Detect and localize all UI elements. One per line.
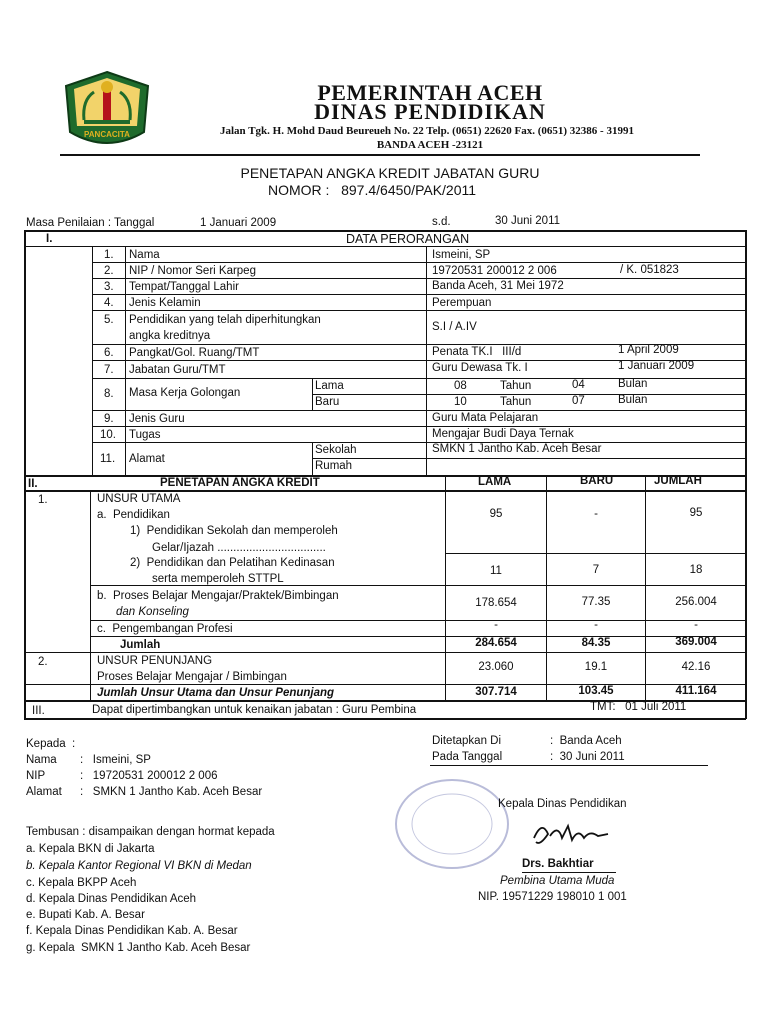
lama-months: 04	[572, 379, 585, 391]
jumlah-jumlah: 369.004	[675, 636, 717, 648]
row-no: 11.	[100, 453, 116, 465]
baru-months: 07	[572, 395, 585, 407]
baru-years-label: Tahun	[500, 396, 532, 408]
jumlah-lama: 284.654	[475, 637, 517, 649]
row-sub-rumah: Rumah	[315, 460, 353, 472]
header-city: BANDA ACEH -23121	[376, 139, 484, 151]
period-label: Masa Penilaian : Tanggal	[26, 217, 155, 229]
signer-nip: NIP. 19571229 198010 1 001	[478, 891, 627, 903]
pbm-jumlah: 256.004	[675, 596, 717, 608]
total-baru: 103.45	[578, 685, 614, 697]
section2-num: II.	[28, 478, 38, 490]
row-value: S.I / A.IV	[432, 321, 477, 333]
row-no: 1.	[104, 249, 114, 261]
row-no: 7.	[104, 364, 114, 376]
row-label: Tempat/Tanggal Lahir	[129, 281, 239, 293]
section2-title: PENETAPAN ANGKA KREDIT	[160, 477, 320, 489]
pelatihan-baru: 7	[592, 564, 600, 576]
pbm-label-2: dan Konseling	[116, 606, 189, 618]
col-lama: LAMA	[478, 476, 512, 488]
lama-months-label: Bulan	[618, 378, 648, 390]
pendidikan-sekolah-lama: 95	[489, 508, 503, 520]
row-no: 10.	[100, 429, 116, 441]
profesi-baru: -	[594, 619, 598, 631]
doc-number: NOMOR : 897.4/6450/PAK/2011	[268, 182, 477, 198]
tembusan-item: f. Kepala Dinas Pendidikan Kab. A. Besar	[26, 925, 238, 937]
lama-years: 08	[454, 380, 467, 392]
row-no: 9.	[104, 413, 114, 425]
signer-rank: Pembina Utama Muda	[500, 875, 615, 887]
profesi-lama: -	[494, 619, 498, 631]
row-label: Tugas	[129, 429, 161, 441]
alamat-value: : SMKN 1 Jantho Kab. Aceh Besar	[80, 786, 263, 798]
pbm-label: b. Proses Belajar Mengajar/Praktek/Bimbingan	[97, 590, 339, 602]
pelatihan-jumlah: 18	[689, 564, 703, 576]
logo	[62, 70, 152, 154]
row-label: Pangkat/Gol. Ruang/TMT	[129, 347, 260, 359]
row-value-2: 1 Januari 2009	[618, 360, 695, 372]
pelatihan-label: 2) Pendidikan dan Pelatihan Kedinasan	[130, 557, 335, 569]
tembusan-item: g. Kepala SMKN 1 Jantho Kab. Aceh Besar	[26, 942, 251, 954]
unsur-utama-title: UNSUR UTAMA	[97, 493, 181, 505]
unsur-penunjang-sub: Proses Belajar Mengajar / Bimbingan	[97, 671, 287, 683]
col-baru: BARU	[580, 475, 614, 487]
tembusan-item: b. Kepala Kantor Regional VI BKN di Medan	[26, 860, 252, 872]
section3-tmt: TMT: 01 Juli 2011	[590, 701, 687, 713]
signer-name-underline	[522, 872, 616, 873]
logo-label: PANCACITA	[84, 130, 130, 139]
pendidikan-sekolah-baru: -	[594, 508, 598, 520]
row-label: Jabatan Guru/TMT	[129, 364, 226, 376]
row-no: 5.	[104, 314, 114, 326]
pendidikan-sekolah-jumlah: 95	[689, 507, 703, 519]
row-label-2: angka kreditnya	[129, 330, 211, 342]
tembusan-item: d. Kepala Dinas Pendidikan Aceh	[26, 893, 197, 905]
kepada-label: Kepada :	[26, 738, 76, 750]
pendidikan-sekolah-label: 1) Pendidikan Sekolah dan memperoleh	[130, 525, 338, 537]
nama-label: Nama	[26, 754, 57, 766]
alamat-label: Alamat	[26, 786, 62, 798]
header-rule	[60, 154, 700, 156]
row-no: 6.	[104, 347, 114, 359]
row-label: Jenis Guru	[129, 413, 185, 425]
tembusan-item: a. Kepala BKN di Jakarta	[26, 843, 155, 855]
row-value: Perempuan	[432, 297, 492, 309]
handwritten-signature	[528, 816, 618, 856]
row-value: Guru Dewasa Tk. I	[432, 362, 528, 374]
tembusan-item: c. Kepala BKPP Aceh	[26, 877, 137, 889]
tembusan-item: e. Bupati Kab. A. Besar	[26, 909, 145, 921]
jumlah-baru: 84.35	[581, 637, 611, 649]
row-sub-sekolah: Sekolah	[315, 444, 357, 456]
penunjang-jumlah: 42.16	[681, 661, 711, 673]
row-sub-lama: Lama	[315, 380, 344, 392]
ditetapkan-value: : Banda Aceh	[550, 735, 622, 747]
row-label: Pendidikan yang telah diperhitungkan	[129, 314, 321, 326]
row-no: 8.	[104, 388, 114, 400]
total-label: Jumlah Unsur Utama dan Unsur Penunjang	[97, 687, 335, 699]
period-sd: s.d.	[432, 216, 451, 228]
pbm-baru: 77.35	[581, 596, 611, 608]
row-value: Penata TK.I III/d	[432, 346, 522, 358]
lama-years-label: Tahun	[500, 380, 532, 392]
row-value-2: 1 April 2009	[618, 344, 679, 356]
row-no: 4.	[104, 297, 114, 309]
gov-title: PEMERINTAH ACEH	[317, 80, 543, 105]
profesi-jumlah: -	[694, 619, 698, 631]
jumlah-label: Jumlah	[120, 639, 161, 651]
row-value: Guru Mata Pelajaran	[432, 412, 539, 424]
total-lama: 307.714	[475, 686, 517, 698]
baru-months-label: Bulan	[618, 394, 648, 406]
unsur-utama-no: 1.	[38, 494, 48, 506]
row-value: Banda Aceh, 31 Mei 1972	[432, 280, 564, 292]
row-label: Masa Kerja Golongan	[129, 387, 241, 399]
signature-rule	[430, 765, 708, 766]
row-label: Nama	[129, 249, 160, 261]
col-jumlah: JUMLAH	[654, 475, 702, 487]
unsur-penunjang-no: 2.	[38, 656, 48, 668]
dept-title: DINAS PENDIDIKAN	[314, 99, 546, 124]
profesi-label: c. Pengembangan Profesi	[97, 623, 233, 635]
tanggal-label: Pada Tanggal	[432, 751, 503, 763]
row-value: SMKN 1 Jantho Kab. Aceh Besar	[432, 443, 602, 455]
section1-num: I.	[46, 233, 53, 245]
tanggal-value: : 30 Juni 2011	[550, 751, 625, 763]
signer-name: Drs. Bakhtiar	[522, 858, 594, 870]
unsur-penunjang-title: UNSUR PENUNJANG	[97, 655, 213, 667]
period-end: 30 Juni 2011	[495, 215, 561, 227]
penunjang-lama: 23.060	[478, 661, 514, 673]
ditetapkan-label: Ditetapkan Di	[432, 735, 502, 747]
official-stamp	[392, 776, 512, 872]
section3-num: III.	[32, 705, 45, 717]
signer-role: Kepala Dinas Pendidikan	[498, 798, 627, 810]
row-value: Ismeini, SP	[432, 249, 491, 261]
row-no: 2.	[104, 265, 114, 277]
pbm-lama: 178.654	[475, 597, 517, 609]
row-label: Jenis Kelamin	[129, 297, 201, 309]
nip-value: : 19720531 200012 2 006	[80, 770, 218, 782]
row-label: Alamat	[129, 453, 165, 465]
period-start: 1 Januari 2009	[200, 217, 277, 229]
section3-text: Dapat dipertimbangkan untuk kenaikan jabatan : Guru Pembina	[92, 704, 417, 716]
baru-years: 10	[454, 396, 467, 408]
penunjang-baru: 19.1	[584, 661, 608, 673]
pendidikan-label: a. Pendidikan	[97, 509, 170, 521]
row-value: Mengajar Budi Daya Ternak	[432, 428, 574, 440]
header-address: Jalan Tgk. H. Mohd Daud Beureueh No. 22 Telp. (0651) 22620 Fax. (0651) 32386 - 31991	[220, 125, 634, 137]
row-value: 19720531 200012 2 006	[432, 265, 557, 277]
row-sub-baru: Baru	[315, 396, 340, 408]
nama-value: : Ismeini, SP	[80, 754, 151, 766]
doc-title: PENETAPAN ANGKA KREDIT JABATAN GURU	[240, 165, 540, 181]
row-value-2: / K. 051823	[620, 264, 679, 276]
pelatihan-label-2: serta memperoleh STTPL	[152, 573, 284, 585]
section1-title: DATA PERORANGAN	[346, 232, 470, 246]
row-no: 3.	[104, 281, 114, 293]
row-label: NIP / Nomor Seri Karpeg	[129, 265, 256, 277]
pelatihan-lama: 11	[490, 565, 502, 577]
pendidikan-sekolah-label-2: Gelar/Ijazah ..................................	[152, 542, 326, 554]
total-jumlah: 411.164	[675, 685, 717, 697]
nip-label: NIP	[26, 770, 46, 782]
tembusan-title: Tembusan : disampaikan dengan hormat kepada	[26, 826, 275, 838]
